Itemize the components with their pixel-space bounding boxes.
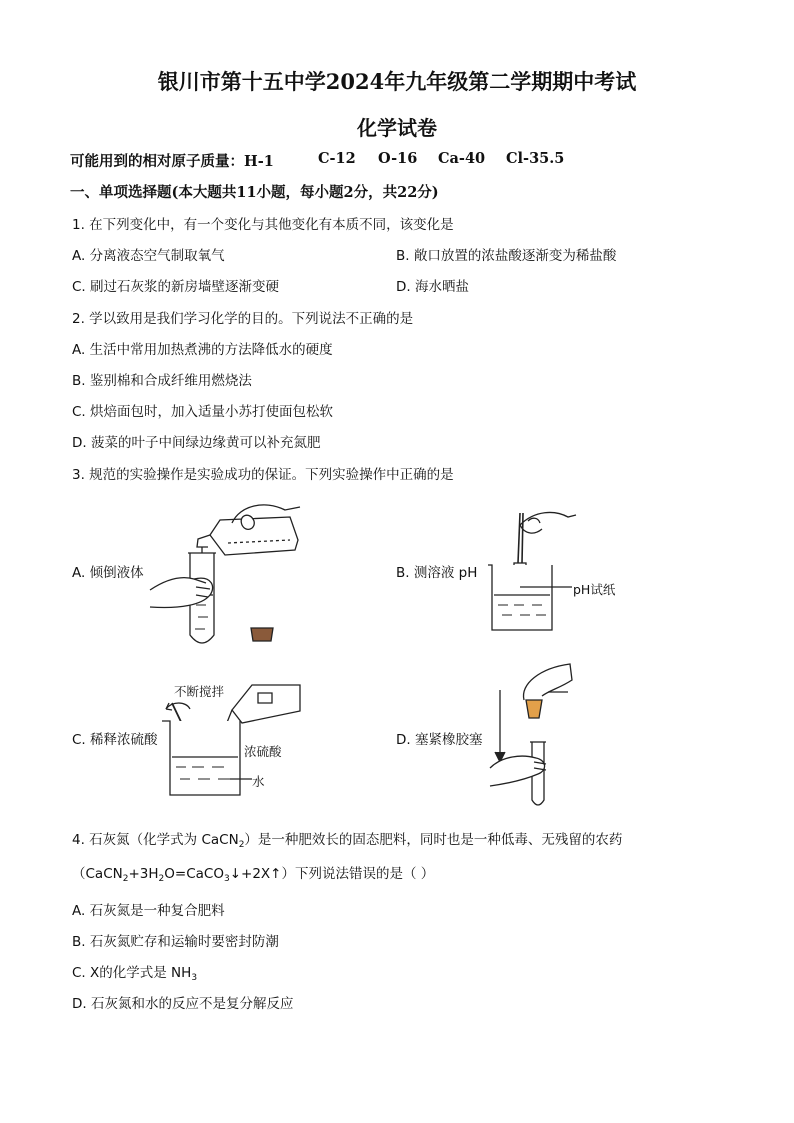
exam-subtitle: 化学试卷 bbox=[357, 116, 437, 140]
q4-option-d: D. 石灰氮和水的反应不是复分解反应 bbox=[72, 996, 294, 1012]
eq-part: O=CaCO bbox=[164, 866, 224, 882]
eq-part: +3H bbox=[128, 866, 159, 882]
q4-option-a: A. 石灰氮是一种复合肥料 bbox=[72, 903, 225, 919]
q4-option-c-sub: 3 bbox=[191, 973, 198, 983]
section-heading: 一、单项选择题(本大题共11小题，每小题2分，共22分) bbox=[70, 184, 439, 201]
exam-title: 银川市第十五中学2024年九年级第二学期期中考试 bbox=[157, 69, 637, 94]
q2-option-c: C. 烘焙面包时，加入适量小苏打使面包松软 bbox=[72, 404, 334, 420]
atomic-mass-label: 可能用到的相对原子质量： bbox=[70, 153, 244, 170]
q3-option-d: D. 塞紧橡胶塞 bbox=[396, 732, 483, 748]
q3-option-c: C. 稀释浓硫酸 bbox=[72, 732, 158, 748]
q1-option-a: A. 分离液态空气制取氧气 bbox=[72, 248, 225, 264]
atomic-mass-item: C-12 bbox=[318, 150, 356, 167]
q1-option-b: B. 敞口放置的浓盐酸逐渐变为稀盐酸 bbox=[396, 248, 617, 264]
q4-option-b: B. 石灰氮贮存和运输时要密封防潮 bbox=[72, 934, 279, 950]
q4-option-c bbox=[72, 961, 197, 983]
q3-option-b: B. 测溶液 pH bbox=[396, 565, 478, 581]
q2-option-b: B. 鉴别棉和合成纤维用燃烧法 bbox=[72, 373, 252, 389]
q1-option-d: D. 海水晒盐 bbox=[396, 279, 469, 295]
q2-option-d: D. 菠菜的叶子中间绿边缘黄可以补充氮肥 bbox=[72, 435, 321, 451]
q4-option-c-text: C. X的化学式是 NH bbox=[72, 965, 192, 981]
q1-stem: 1. 在下列变化中，有一个变化与其他变化有本质不同，该变化是 bbox=[72, 217, 454, 233]
figure-insert-stopper bbox=[480, 660, 590, 810]
figure-pour-liquid bbox=[150, 495, 310, 655]
atomic-mass-item: O-16 bbox=[378, 150, 418, 167]
stir-label: 不断搅拌 bbox=[174, 684, 225, 699]
q3-option-a: A. 倾倒液体 bbox=[72, 565, 144, 581]
atomic-mass-line bbox=[70, 150, 274, 171]
conc-acid-label: 浓硫酸 bbox=[244, 744, 282, 759]
q4-stem-part: 4. 石灰氮（化学式为 CaCN bbox=[72, 832, 239, 848]
atomic-mass-item: Ca-40 bbox=[438, 150, 486, 167]
q4-stem-sub: 2 bbox=[238, 840, 245, 850]
ph-paper-label: pH试纸 bbox=[573, 582, 616, 597]
q4-stem bbox=[72, 828, 622, 850]
water-label: 水 bbox=[252, 774, 265, 789]
q2-stem: 2. 学以致用是我们学习化学的目的。下列说法不正确的是 bbox=[72, 311, 414, 327]
atomic-mass-item: H-1 bbox=[244, 153, 274, 170]
q2-option-a: A. 生活中常用加热煮沸的方法降低水的硬度 bbox=[72, 342, 333, 358]
eq-sub: 2 bbox=[122, 874, 129, 884]
eq-sub: 2 bbox=[158, 874, 165, 884]
eq-part: （CaCN bbox=[72, 866, 123, 882]
figure-ph-test bbox=[480, 505, 640, 635]
q1-option-c: C. 刷过石灰浆的新房墙壁逐渐变硬 bbox=[72, 279, 280, 295]
q3-stem: 3. 规范的实验操作是实验成功的保证。下列实验操作中正确的是 bbox=[72, 467, 454, 483]
q4-stem-part: ）是一种肥效长的固态肥料，同时也是一种低毒、无残留的农药 bbox=[244, 832, 623, 848]
eq-part: ↓+2X↑）下列说法错误的是（ ） bbox=[229, 866, 435, 882]
eq-sub: 3 bbox=[223, 874, 230, 884]
atomic-mass-item: Cl-35.5 bbox=[506, 150, 565, 167]
q4-equation bbox=[72, 862, 434, 884]
